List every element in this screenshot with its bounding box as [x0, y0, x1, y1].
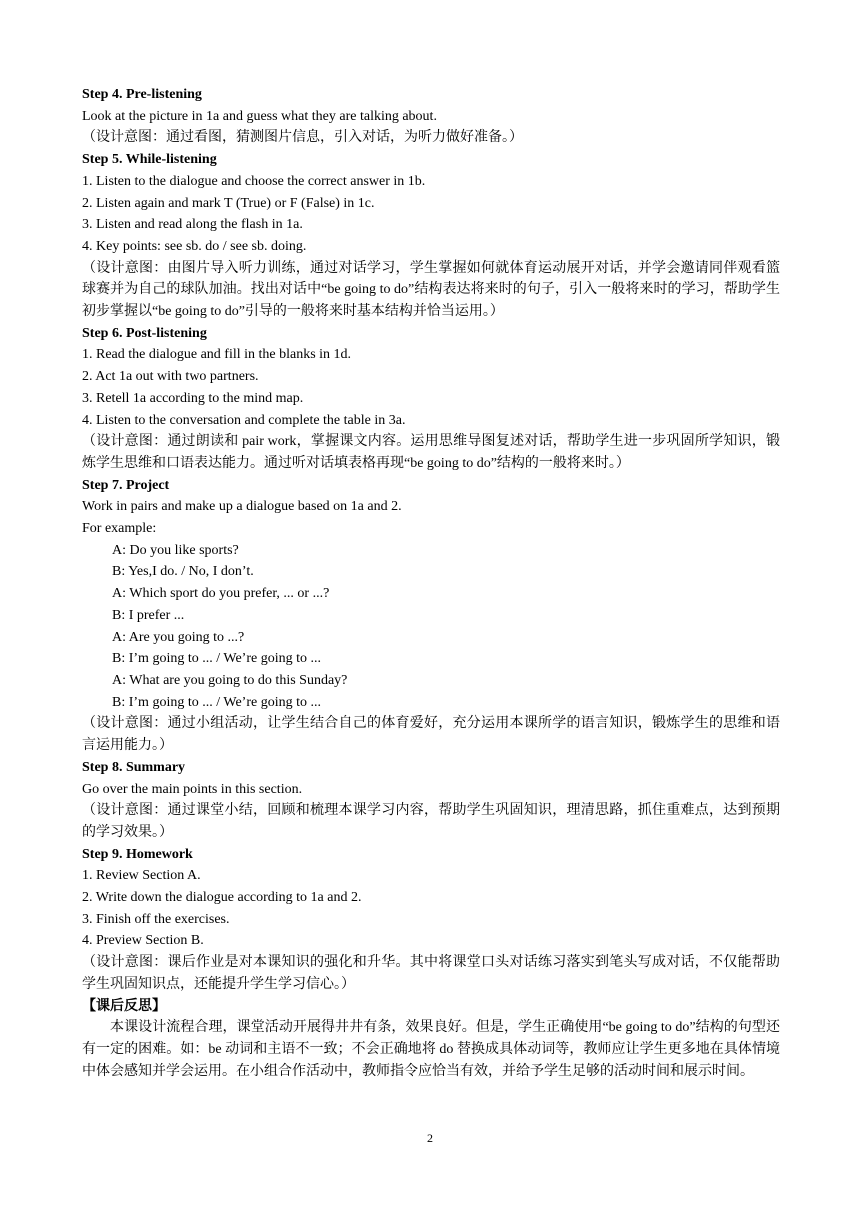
reflection-body: 本课设计流程合理，课堂活动开展得井井有条，效果良好。但是，学生正确使用“be going to do”结构的句型还有一定的困难。如：be 动词和主语不一致；不会正确地将 do 替换成具体动词等，教师应让学生更多地在具体情境中体会感知并学会运用。在小组合作活动中，教师指令应恰当有效，并给予学生足够的活动时间和展示时间。	[82, 1020, 780, 1079]
step-heading: Step 9. Homework	[82, 846, 193, 862]
dialogue-line: B: I’m going to ... / We’re going to ...	[112, 694, 321, 710]
step-text: 4. Key points: see sb. do / see sb. doing.	[82, 238, 307, 254]
reflection-heading: 【课后反思】	[82, 998, 166, 1014]
step-text: 4. Preview Section B.	[82, 933, 204, 949]
step-text: For example:	[82, 521, 157, 537]
page-number: 2	[427, 1131, 433, 1145]
dialogue-line: B: I prefer ...	[112, 607, 185, 623]
dialogue-line: A: Do you like sports?	[112, 542, 239, 558]
step-text: 2. Act 1a out with two partners.	[82, 369, 259, 385]
step-text: 4. Listen to the conversation and complete the table in 3a.	[82, 412, 406, 428]
design-intent-note: （设计意图：通过看图，猜测图片信息，引入对话，为听力做好准备。）	[82, 130, 523, 146]
step-heading: Step 8. Summary	[82, 759, 186, 775]
design-intent-note: （设计意图：课后作业是对本课知识的强化和升华。其中将课堂口头对话练习落实到笔头写成对话，不仅能帮助学生巩固知识点，还能提升学生学习信心。）	[82, 955, 780, 992]
page-content	[82, 84, 780, 1082]
step-text: 1. Listen to the dialogue and choose the correct answer in 1b.	[82, 173, 426, 189]
step-text: Look at the picture in 1a and guess what they are talking about.	[82, 108, 437, 124]
step-text: Go over the main points in this section.	[82, 781, 303, 797]
dialogue-line: B: I’m going to ... / We’re going to ...	[112, 651, 321, 667]
step-heading: Step 5. While-listening	[82, 152, 217, 168]
step-text: 1. Read the dialogue and fill in the blanks in 1d.	[82, 347, 352, 363]
step-heading: Step 4. Pre-listening	[82, 87, 202, 102]
dialogue-line: A: Are you going to ...?	[112, 629, 245, 645]
step-heading: Step 6. Post-listening	[82, 325, 207, 341]
design-intent-note: （设计意图：由图片导入听力训练，通过对话学习，学生掌握如何就体育运动展开对话，并学会邀请同伴观看篮球赛并为自己的球队加油。找出对话中“be going to do”结构表达将来时的句子，引入一般将来时的学习，帮助学生初步掌握以“be going to do”引导的一般将来时基本结构并恰当运用。）	[82, 260, 780, 320]
dialogue-line: A: What are you going to do this Sunday?	[112, 672, 348, 688]
step-text: 3. Retell 1a according to the mind map.	[82, 390, 304, 406]
dialogue-line: B: Yes,I do. / No, I don’t.	[112, 564, 254, 580]
design-intent-note: （设计意图：通过课堂小结，回顾和梳理本课学习内容，帮助学生巩固知识，理清思路，抓住重难点，达到预期的学习效果。）	[82, 803, 780, 840]
step-text: 3. Finish off the exercises.	[82, 911, 230, 927]
step-text: 3. Listen and read along the flash in 1a.	[82, 217, 303, 233]
step-text: 2. Write down the dialogue according to 1a and 2.	[82, 890, 362, 906]
step-text: 2. Listen again and mark T (True) or F (False) in 1c.	[82, 195, 375, 211]
step-text: 1. Review Section A.	[82, 868, 201, 884]
dialogue-line: A: Which sport do you prefer, ... or ...?	[112, 586, 330, 602]
design-intent-note: （设计意图：通过朗读和 pair work，掌握课文内容。运用思维导图复述对话，帮助学生进一步巩固所学知识，锻炼学生思维和口语表达能力。通过听对话填表格再现“be going to do”结构的一般将来时。）	[82, 434, 780, 471]
step-text: Work in pairs and make up a dialogue based on 1a and 2.	[82, 499, 402, 515]
design-intent-note: （设计意图：通过小组活动，让学生结合自己的体育爱好，充分运用本课所学的语言知识，锻炼学生的思维和语言运用能力。）	[82, 716, 780, 754]
step-heading: Step 7. Project	[82, 477, 170, 493]
